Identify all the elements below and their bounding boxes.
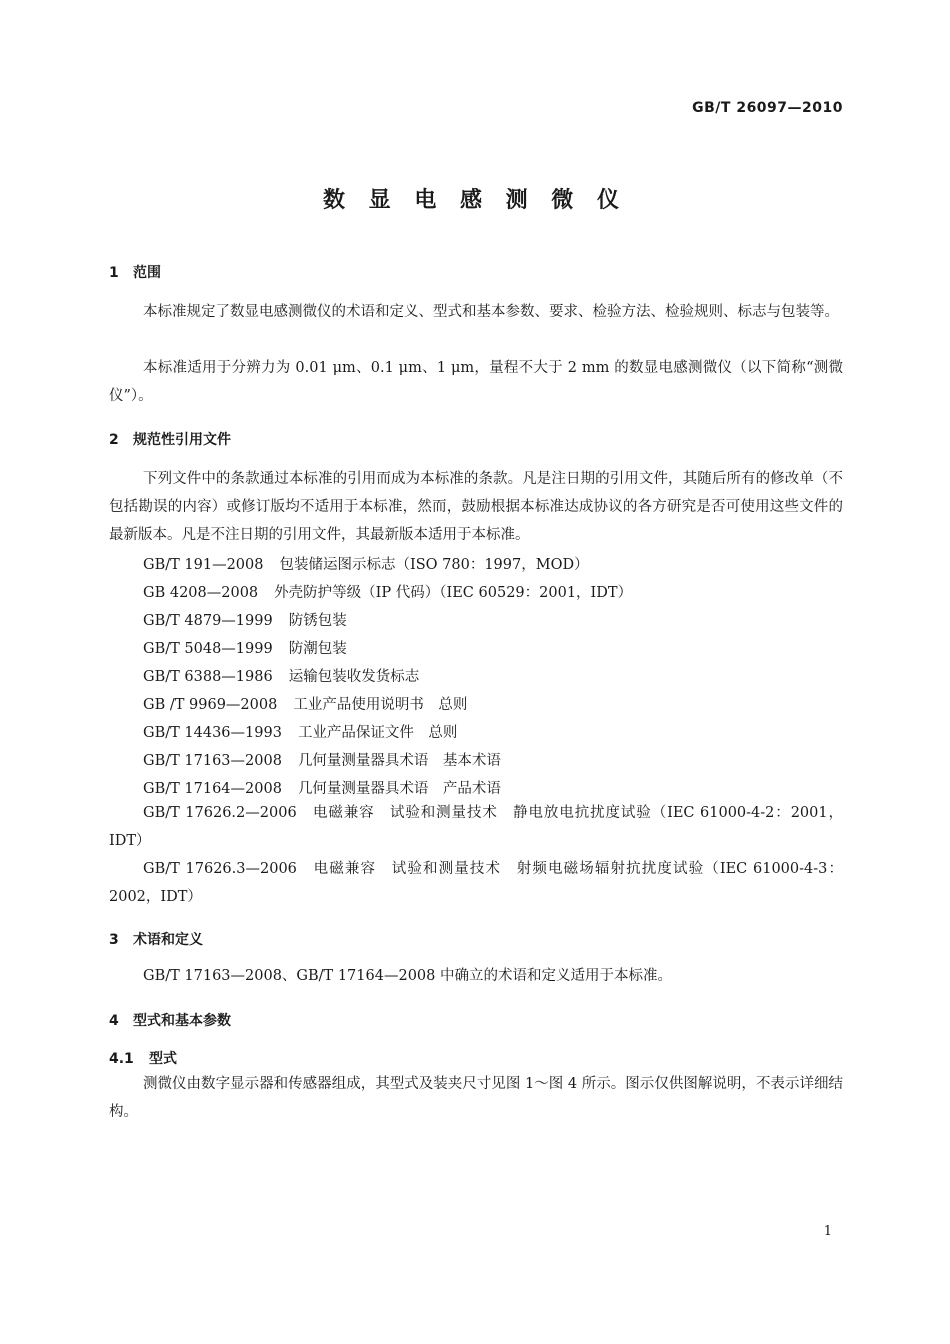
- reference-title: 防锈包装: [288, 613, 347, 629]
- reference-item: [109, 799, 843, 855]
- section-number: 1: [109, 265, 119, 281]
- section-title: 术语和定义: [133, 932, 203, 948]
- standard-number: GB/T 26097—2010: [692, 100, 843, 116]
- reference-title: 工业产品保证文件 总则: [297, 725, 458, 741]
- reference-code: GB/T 5048—1999: [143, 641, 273, 657]
- reference-title: 电磁兼容 试验和测量技术 射频电磁场辐射抗扰度试验（IEC 61000-4-3：2002，IDT）: [109, 861, 843, 905]
- reference-title: 运输包装收发货标志: [288, 669, 420, 685]
- section-title: 型式和基本参数: [133, 1013, 231, 1029]
- reference-title: 电磁兼容 试验和测量技术 静电放电抗扰度试验（IEC 61000-4-2：2001，IDT）: [109, 805, 843, 849]
- section-number: 4.1: [109, 1051, 134, 1067]
- section-4-1-heading: [109, 1048, 177, 1068]
- section-title: 范围: [133, 265, 161, 281]
- section-number: 2: [109, 432, 119, 448]
- section-4-1-paragraph-1: 测微仪由数字显示器和传感器组成，其型式及装夹尺寸见图 1～图 4 所示。图示仅供图解说明，不表示详细结构。: [109, 1076, 843, 1120]
- reference-title: 防潮包装: [288, 641, 347, 657]
- reference-code: GB/T 6388—1986: [143, 669, 273, 685]
- reference-item: [143, 693, 467, 714]
- reference-code: GB/T 17163—2008: [143, 753, 282, 769]
- reference-item: [143, 721, 457, 742]
- reference-item: [109, 855, 843, 911]
- section-title: 型式: [149, 1051, 177, 1067]
- document-title: 数 显 电 感 测 微 仪: [323, 188, 627, 213]
- reference-code: GB/T 191—2008: [143, 557, 264, 573]
- section-4-heading: [109, 1010, 231, 1030]
- section-title: 规范性引用文件: [133, 432, 231, 448]
- reference-item: [143, 637, 347, 658]
- section-2-heading: [109, 429, 231, 449]
- reference-code: GB/T 14436—1993: [143, 725, 282, 741]
- section-number: 3: [109, 932, 119, 948]
- section-2-paragraph-1: 下列文件中的条款通过本标准的引用而成为本标准的条款。凡是注日期的引用文件，其随后所有的修改单（不包括勘误的内容）或修订版均不适用于本标准，然而，鼓励根据本标准达成协议的各方研究是否可使用这些文件的最新版本。凡是不注日期的引用文件，其最新版本适用于本标准。: [109, 471, 843, 543]
- section-number: 4: [109, 1013, 119, 1029]
- reference-item: [143, 777, 501, 798]
- reference-item: [143, 609, 347, 630]
- reference-title: 几何量测量器具术语 产品术语: [297, 781, 501, 797]
- reference-title: 包装储运图示标志（ISO 780：1997，MOD）: [279, 557, 589, 573]
- reference-code: GB/T 17626.2—2006: [143, 805, 297, 821]
- reference-code: GB/T 17164—2008: [143, 781, 282, 797]
- reference-item: [143, 553, 589, 574]
- reference-code: GB /T 9969—2008: [143, 697, 278, 713]
- reference-title: 外壳防护等级（IP 代码）（IEC 60529：2001，IDT）: [274, 585, 633, 601]
- reference-item: [143, 665, 419, 686]
- section-3-paragraph-1: GB/T 17163—2008、GB/T 17164—2008 中确立的术语和定义适用于本标准。: [143, 968, 672, 984]
- reference-title: 工业产品使用说明书 总则: [293, 697, 468, 713]
- section-1-paragraph-1: 本标准规定了数显电感测微仪的术语和定义、型式和基本参数、要求、检验方法、检验规则、标志与包装等。: [143, 304, 839, 320]
- reference-code: GB 4208—2008: [143, 585, 259, 601]
- page-number: 1: [823, 1224, 832, 1239]
- section-1-heading: [109, 262, 161, 282]
- reference-item: [143, 581, 632, 602]
- reference-code: GB/T 4879—1999: [143, 613, 273, 629]
- reference-title: 几何量测量器具术语 基本术语: [297, 753, 501, 769]
- reference-item: [143, 749, 501, 770]
- section-3-heading: [109, 929, 203, 949]
- section-1-paragraph-2: 本标准适用于分辨力为 0.01 μm、0.1 μm、1 μm，量程不大于 2 mm 的数显电感测微仪（以下简称“测微仪”）。: [109, 360, 843, 404]
- reference-code: GB/T 17626.3—2006: [143, 861, 297, 877]
